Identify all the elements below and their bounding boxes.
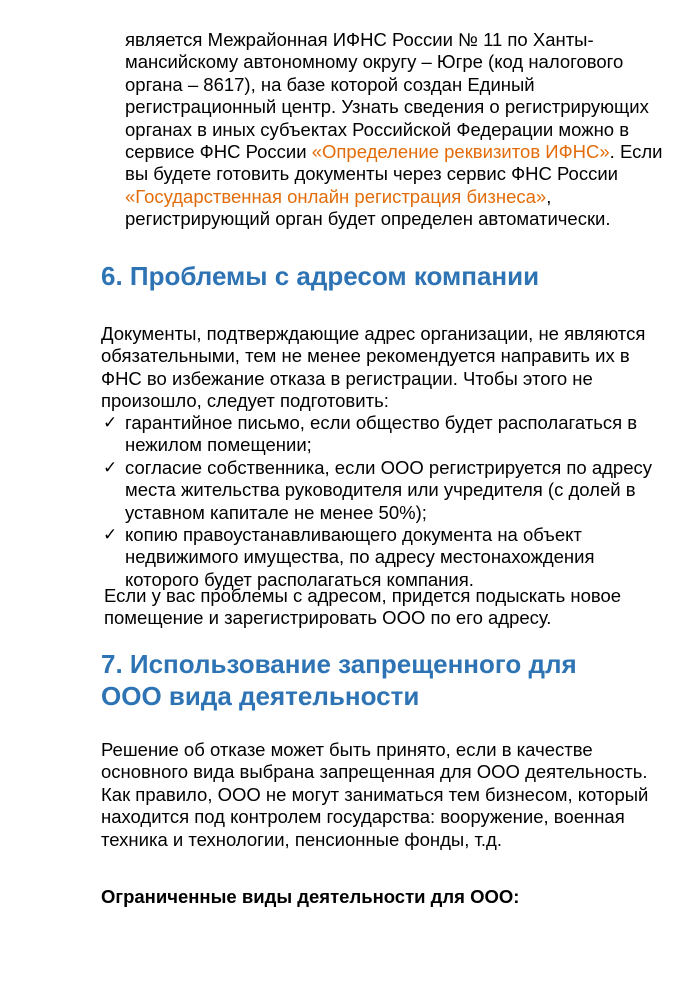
- checklist-item-text: гарантийное письмо, если общество будет располагаться в нежилом помещении;: [125, 412, 638, 456]
- ifns-requisites-link[interactable]: «Определение реквизитов ИФНС»: [311, 141, 610, 163]
- checklist-item-text: согласие собственника, если ООО регистрируется по адресу места жительства руководителя или учредителя (с долей в уставном капитале не менее 50%);: [125, 456, 652, 523]
- checklist-item-text: копию правоустанавливающего документа на объект недвижимого имущества, по адресу местонахождения которого будет располагаться компания.: [125, 524, 595, 590]
- section-7-paragraph: Решение об отказе может быть принято, если в качестве основного вида выбрана запрещенная для ООО деятельность. Как правило, ООО не могут заниматься тем бизнесом, который находится под контролем государства: вооружение, военная техника и технологии, пенсионные фонды, т.д.: [101, 739, 649, 850]
- section-6-heading: 6. Проблемы с адресом компании: [101, 261, 540, 291]
- intro-text-before: является Межрайонная ИФНС России № 11 по Ханты-мансийскому автономному округу – Югре (код налогового органа – 8617), на базе которой создан Единый регистрационный центр. Узнать сведения о регистрирующих органах в иных субъектах Российской Федерации можно в сервисе ФНС России: [125, 29, 649, 163]
- checkmark-icon: ✓: [103, 525, 118, 545]
- section-6-paragraph: Документы, подтверждающие адрес организации, не являются обязательными, тем не менее рекомендуется направить их в ФНС во избежание отказа в регистрации. Чтобы этого не произошло, следует подготовить:: [101, 323, 646, 412]
- intro-text-middle: . Если вы будете готовить документы через сервис ФНС России: [125, 141, 663, 185]
- documents-checklist: [101, 412, 661, 591]
- intro-text-after: , регистрирующий орган будет определен автоматически.: [125, 185, 611, 230]
- intro-paragraph: [125, 29, 665, 231]
- checklist-item: [101, 524, 661, 591]
- checklist-item: [101, 457, 661, 524]
- checkmark-icon: ✓: [103, 413, 118, 432]
- checklist-item: [101, 412, 661, 457]
- section-7-heading: 7. Использование запрещенного для ООО вида деятельности: [101, 649, 577, 711]
- online-registration-link[interactable]: «Государственная онлайн регистрация бизнеса»: [125, 185, 547, 207]
- section-6-closing: Если у вас проблемы с адресом, придется подыскать новое помещение и зарегистрировать ООО по его адресу.: [104, 585, 622, 629]
- restricted-activities-subheading: Ограниченные виды деятельности для ООО:: [101, 886, 520, 907]
- checkmark-icon: ✓: [103, 457, 118, 477]
